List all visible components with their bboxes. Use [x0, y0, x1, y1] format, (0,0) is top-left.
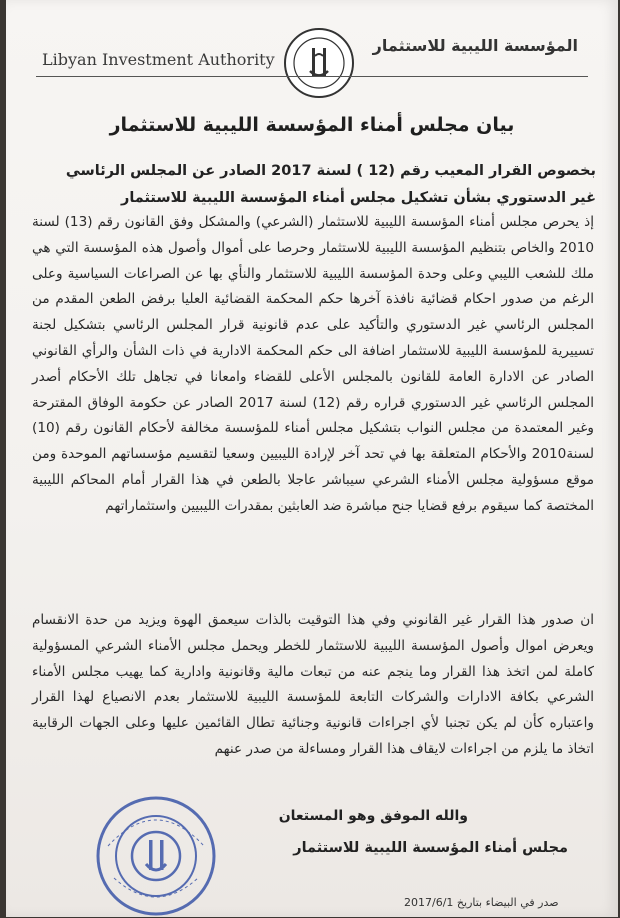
issue-date: صدر في البيضاء بتاريخ 2017/6/1	[404, 896, 559, 909]
header-divider	[36, 76, 588, 77]
header-org-english: Libyan Investment Authority	[42, 50, 275, 69]
body-paragraph-1: إذ يحرص مجلس أمناء المؤسسة الليبية للاستثمار (الشرعي) والمشكل وفق القانون رقم (13) لسنة 2010 والخاص بتنظيم المؤسسة الليبية للاستثمار وحرصا على أموال وأصول هذه المؤسسة التي هي ملك للشعب الليبي وعلى وحدة المؤسسة الليبية للاستثمار والنأي بها عن الصراعات السياسية وعلى الرغم من صدور احكام قضائية نافذة آخرها حكم المحكمة القضائية العليا برفض الطعن المقدم من المجلس الرئاسي غير الدستوري والتأكيد على عدم قانونية قرار المجلس الرئاسي بتشكيل لجنة تسييرية للمؤسسة الليبية للاستثمار اضافة الى حكم المحكمة الادارية في ذات الشأن والرأي القانوني الصادر عن الادارة العامة للقانون بالمجلس الأعلى للقضاء وامعانا في تجاهل تلك الأحكام أصدر المجلس الرئاسي غير الدستوري قراره رقم (12) لسنة 2017 الصادر عن حكومة الوفاق المقترحة وغير المعتمدة من مجلس النواب بتشكيل مجلس أمناء للمؤسسة مخالفة لأحكام القانون رقم (10) لسنة2010 والأحكام المتعلقة بها في تحد آخر لإرادة الليبيين وسعيا لتقسيم مؤسساتهم الموحدة ومن موقع مسؤولية مجلس الأمناء الشرعي سيباشر عاجلا بالطعن في هذا القرار أمام المحاكم الليبية المختصة كما سيقوم برفع قضايا جنح مباشرة ضد العابثين بمقدرات الليبيين واستثماراتهم	[32, 214, 595, 514]
body-paragraph-2: ان صدور هذا القرار غير القانوني وفي هذا التوقيت بالذات سيعمق الهوة ويزيد من حدة الانقسام ويعرض اموال وأصول المؤسسة الليبية للاستثمار للخطر ويحمل مجلس الأمناء الشرعي المسؤولية كاملة لمن اتخذ هذا القرار وما ينجم عنه من تبعات مالية وقانونية وادارية كما يهيب مجلس الأمناء الشرعي بكافة الادارات والشركات التابعة للمؤسسة الليبية للاستثمار بعدم الانصياع لهذا القرار واعتباره كأن لم يكن تجنبا لأي اجراءات قانونية وجنائية تطال القائمين عليها وعلى الجهات الرقابية اتخاذ ما يلزم من اجراءات لايقاف هذا القرار ومساءلة من صدر عنهم	[32, 612, 594, 757]
official-stamp	[94, 794, 218, 918]
statement-subject: بخصوص القرار المعيب رقم (12 ) لسنة 2017 الصادر عن المجلس الرئاسي غير الدستوري بشأن تشكيل مجلس أمناء المؤسسة الليبية للاستثمار	[65, 163, 596, 206]
closing-line: والله الموفق وهو المستعان	[278, 808, 468, 824]
letter-page	[6, 0, 618, 917]
authority-logo	[282, 26, 356, 100]
header-org-arabic: المؤسسة الليبية للاستثمار	[372, 36, 578, 55]
signature-line: مجلس أمناء المؤسسة الليبية للاستثمار	[293, 840, 568, 856]
statement-title: بيان مجلس أمناء المؤسسة الليبية للاستثمار	[109, 114, 515, 136]
